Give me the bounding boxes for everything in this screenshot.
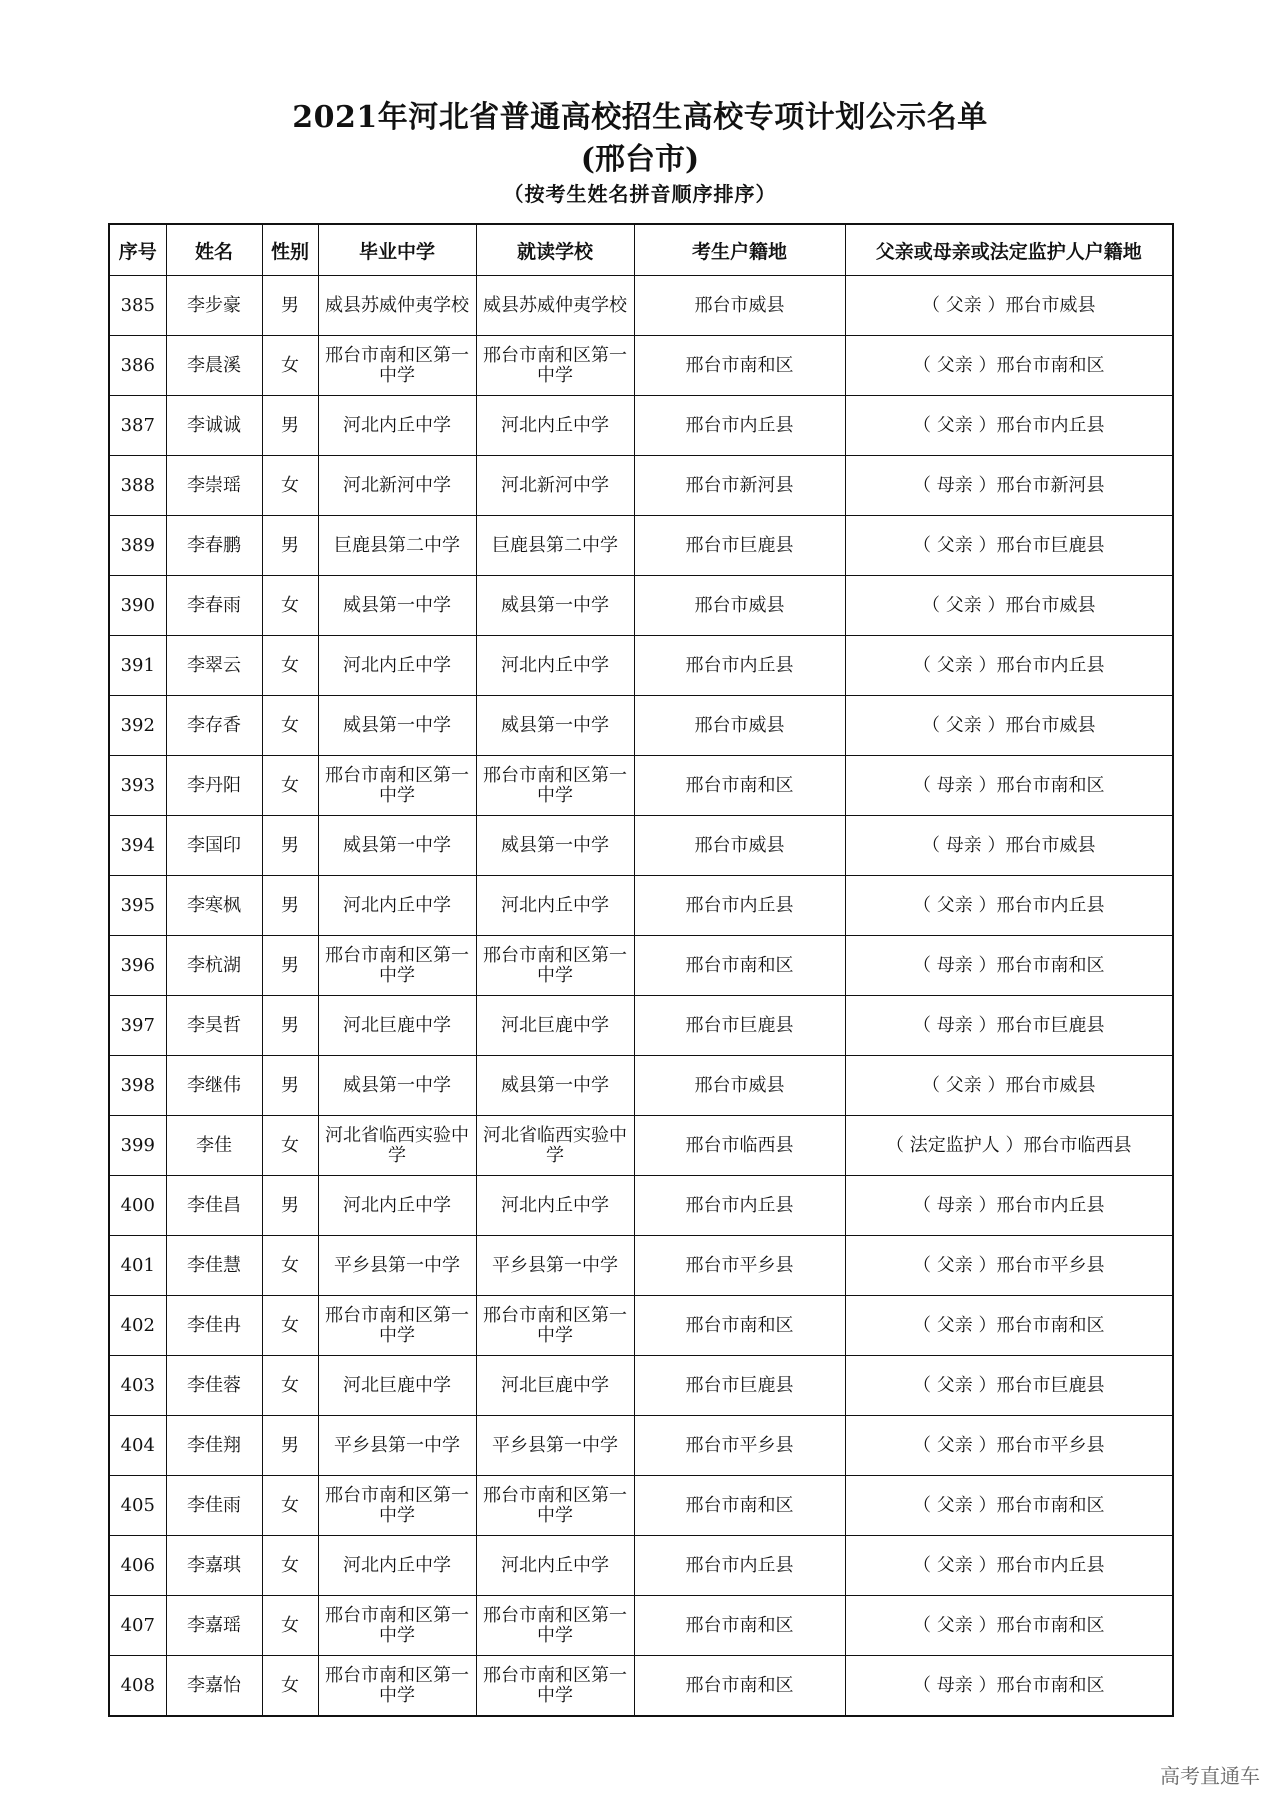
cell-name: 李存香: [166, 696, 262, 756]
cell-hukou: 邢台市巨鹿县: [634, 516, 845, 576]
cell-hukou: 邢台市新河县: [634, 456, 845, 516]
cell-graduation-school: 邢台市南和区第一中学: [318, 336, 476, 396]
cell-gender: 女: [262, 456, 318, 516]
cell-graduation-school: 威县第一中学: [318, 696, 476, 756]
page-title: 2021年河北省普通高校招生高校专项计划公示名单: [292, 100, 988, 135]
cell-guardian-hukou: （ 法定监护人 ）邢台市临西县: [845, 1116, 1173, 1176]
cell-name: 李佳翔: [166, 1416, 262, 1476]
cell-graduation-school: 威县苏威仲夷学校: [318, 276, 476, 336]
cell-current-school: 威县第一中学: [476, 1056, 634, 1116]
table-row: [109, 1476, 1173, 1536]
cell-gender: 男: [262, 1176, 318, 1236]
cell-current-school: 河北内丘中学: [476, 1176, 634, 1236]
cell-current-school: 河北内丘中学: [476, 636, 634, 696]
cell-hukou: 邢台市南和区: [634, 936, 845, 996]
table-row: [109, 1356, 1173, 1416]
city-subtitle: (邢台市): [580, 142, 700, 177]
cell-hukou: 邢台市巨鹿县: [634, 1356, 845, 1416]
roster-table: [108, 223, 1174, 1717]
cell-graduation-school: 邢台市南和区第一中学: [318, 1296, 476, 1356]
cell-guardian-hukou: （ 父亲 ）邢台市南和区: [845, 1596, 1173, 1656]
cell-hukou: 邢台市内丘县: [634, 876, 845, 936]
cell-name: 李晨溪: [166, 336, 262, 396]
cell-guardian-hukou: （ 父亲 ）邢台市巨鹿县: [845, 516, 1173, 576]
cell-gender: 男: [262, 816, 318, 876]
cell-number: 390: [109, 576, 166, 636]
cell-name: 李崇瑶: [166, 456, 262, 516]
cell-hukou: 邢台市临西县: [634, 1116, 845, 1176]
cell-current-school: 平乡县第一中学: [476, 1236, 634, 1296]
col-header-graduation-school: 毕业中学: [318, 224, 476, 276]
cell-hukou: 邢台市南和区: [634, 336, 845, 396]
cell-name: 李嘉瑶: [166, 1596, 262, 1656]
cell-name: 李丹阳: [166, 756, 262, 816]
cell-guardian-hukou: （ 父亲 ）邢台市南和区: [845, 1296, 1173, 1356]
cell-guardian-hukou: （ 母亲 ）邢台市南和区: [845, 756, 1173, 816]
cell-number: 395: [109, 876, 166, 936]
cell-gender: 男: [262, 1056, 318, 1116]
cell-hukou: 邢台市平乡县: [634, 1236, 845, 1296]
cell-number: 405: [109, 1476, 166, 1536]
cell-graduation-school: 巨鹿县第二中学: [318, 516, 476, 576]
cell-hukou: 邢台市内丘县: [634, 636, 845, 696]
cell-graduation-school: 河北省临西实验中学: [318, 1116, 476, 1176]
table-row: [109, 756, 1173, 816]
cell-hukou: 邢台市巨鹿县: [634, 996, 845, 1056]
table-row: [109, 1416, 1173, 1476]
cell-number: 388: [109, 456, 166, 516]
cell-number: 386: [109, 336, 166, 396]
table-row: [109, 1296, 1173, 1356]
cell-guardian-hukou: （ 父亲 ）邢台市内丘县: [845, 636, 1173, 696]
cell-hukou: 邢台市南和区: [634, 756, 845, 816]
cell-guardian-hukou: （ 父亲 ）邢台市南和区: [845, 336, 1173, 396]
cell-graduation-school: 河北巨鹿中学: [318, 996, 476, 1056]
table-row: [109, 1236, 1173, 1296]
cell-graduation-school: 河北巨鹿中学: [318, 1356, 476, 1416]
cell-graduation-school: 河北内丘中学: [318, 1176, 476, 1236]
cell-guardian-hukou: （ 母亲 ）邢台市内丘县: [845, 1176, 1173, 1236]
cell-current-school: 河北巨鹿中学: [476, 996, 634, 1056]
cell-guardian-hukou: （ 父亲 ）邢台市威县: [845, 576, 1173, 636]
cell-gender: 男: [262, 516, 318, 576]
table-header: [109, 224, 1173, 276]
cell-current-school: 河北省临西实验中学: [476, 1116, 634, 1176]
cell-graduation-school: 河北新河中学: [318, 456, 476, 516]
cell-graduation-school: 威县第一中学: [318, 1056, 476, 1116]
cell-name: 李继伟: [166, 1056, 262, 1116]
cell-gender: 女: [262, 1536, 318, 1596]
cell-current-school: 河北巨鹿中学: [476, 1356, 634, 1416]
cell-guardian-hukou: （ 父亲 ）邢台市平乡县: [845, 1236, 1173, 1296]
cell-guardian-hukou: （ 父亲 ）邢台市威县: [845, 276, 1173, 336]
cell-hukou: 邢台市威县: [634, 576, 845, 636]
table-row: [109, 1656, 1173, 1717]
table-row: [109, 1176, 1173, 1236]
cell-name: 李佳冉: [166, 1296, 262, 1356]
cell-hukou: 邢台市威县: [634, 696, 845, 756]
cell-gender: 男: [262, 876, 318, 936]
cell-number: 408: [109, 1656, 166, 1717]
cell-guardian-hukou: （ 母亲 ）邢台市新河县: [845, 456, 1173, 516]
cell-name: 李佳雨: [166, 1476, 262, 1536]
table-row: [109, 816, 1173, 876]
cell-hukou: 邢台市南和区: [634, 1656, 845, 1717]
cell-guardian-hukou: （ 父亲 ）邢台市威县: [845, 696, 1173, 756]
cell-current-school: 威县第一中学: [476, 696, 634, 756]
table-row: [109, 516, 1173, 576]
cell-gender: 男: [262, 936, 318, 996]
cell-gender: 女: [262, 1116, 318, 1176]
cell-number: 392: [109, 696, 166, 756]
cell-graduation-school: 邢台市南和区第一中学: [318, 1476, 476, 1536]
cell-name: 李国印: [166, 816, 262, 876]
col-header-current-school: 就读学校: [476, 224, 634, 276]
table-row: [109, 1596, 1173, 1656]
cell-hukou: 邢台市南和区: [634, 1296, 845, 1356]
cell-guardian-hukou: （ 母亲 ）邢台市巨鹿县: [845, 996, 1173, 1056]
cell-name: 李佳蓉: [166, 1356, 262, 1416]
cell-hukou: 邢台市内丘县: [634, 396, 845, 456]
cell-number: 396: [109, 936, 166, 996]
table-row: [109, 876, 1173, 936]
table-row: [109, 996, 1173, 1056]
cell-name: 李佳慧: [166, 1236, 262, 1296]
cell-gender: 女: [262, 1656, 318, 1717]
col-header-number: 序号: [109, 224, 166, 276]
cell-current-school: 河北新河中学: [476, 456, 634, 516]
cell-number: 387: [109, 396, 166, 456]
cell-graduation-school: 邢台市南和区第一中学: [318, 756, 476, 816]
cell-hukou: 邢台市平乡县: [634, 1416, 845, 1476]
cell-graduation-school: 河北内丘中学: [318, 1536, 476, 1596]
cell-number: 385: [109, 276, 166, 336]
cell-name: 李嘉琪: [166, 1536, 262, 1596]
cell-guardian-hukou: （ 父亲 ）邢台市内丘县: [845, 1536, 1173, 1596]
cell-number: 389: [109, 516, 166, 576]
cell-gender: 女: [262, 636, 318, 696]
table-row: [109, 276, 1173, 336]
cell-current-school: 平乡县第一中学: [476, 1416, 634, 1476]
cell-gender: 男: [262, 276, 318, 336]
cell-hukou: 邢台市威县: [634, 816, 845, 876]
cell-graduation-school: 威县第一中学: [318, 816, 476, 876]
cell-current-school: 河北内丘中学: [476, 876, 634, 936]
cell-current-school: 巨鹿县第二中学: [476, 516, 634, 576]
cell-name: 李昊哲: [166, 996, 262, 1056]
cell-current-school: 威县苏威仲夷学校: [476, 276, 634, 336]
cell-gender: 女: [262, 336, 318, 396]
table-row: [109, 456, 1173, 516]
cell-gender: 女: [262, 1476, 318, 1536]
cell-graduation-school: 邢台市南和区第一中学: [318, 1656, 476, 1717]
cell-current-school: 邢台市南和区第一中学: [476, 336, 634, 396]
table-body: [109, 276, 1173, 1717]
cell-guardian-hukou: （ 父亲 ）邢台市内丘县: [845, 396, 1173, 456]
cell-gender: 男: [262, 396, 318, 456]
table-row: [109, 336, 1173, 396]
col-header-name: 姓名: [166, 224, 262, 276]
cell-name: 李佳昌: [166, 1176, 262, 1236]
cell-current-school: 河北内丘中学: [476, 396, 634, 456]
cell-graduation-school: 河北内丘中学: [318, 876, 476, 936]
cell-gender: 女: [262, 696, 318, 756]
cell-current-school: 威县第一中学: [476, 576, 634, 636]
cell-name: 李嘉怡: [166, 1656, 262, 1717]
cell-number: 407: [109, 1596, 166, 1656]
cell-number: 404: [109, 1416, 166, 1476]
cell-graduation-school: 平乡县第一中学: [318, 1416, 476, 1476]
cell-number: 401: [109, 1236, 166, 1296]
cell-current-school: 邢台市南和区第一中学: [476, 1596, 634, 1656]
cell-current-school: 河北内丘中学: [476, 1536, 634, 1596]
cell-guardian-hukou: （ 母亲 ）邢台市威县: [845, 816, 1173, 876]
cell-graduation-school: 威县第一中学: [318, 576, 476, 636]
header-row: [109, 224, 1173, 276]
col-header-hukou: 考生户籍地: [634, 224, 845, 276]
cell-number: 403: [109, 1356, 166, 1416]
cell-name: 李春雨: [166, 576, 262, 636]
cell-name: 李杭湖: [166, 936, 262, 996]
cell-name: 李步豪: [166, 276, 262, 336]
cell-guardian-hukou: （ 父亲 ）邢台市内丘县: [845, 876, 1173, 936]
cell-gender: 男: [262, 1416, 318, 1476]
table-row: [109, 936, 1173, 996]
cell-graduation-school: 邢台市南和区第一中学: [318, 1596, 476, 1656]
cell-number: 393: [109, 756, 166, 816]
sort-note: （按考生姓名拼音顺序排序）: [503, 182, 777, 206]
table-row: [109, 396, 1173, 456]
cell-current-school: 邢台市南和区第一中学: [476, 756, 634, 816]
cell-gender: 女: [262, 1236, 318, 1296]
cell-number: 391: [109, 636, 166, 696]
cell-current-school: 邢台市南和区第一中学: [476, 1476, 634, 1536]
cell-hukou: 邢台市威县: [634, 1056, 845, 1116]
cell-gender: 男: [262, 996, 318, 1056]
table-row: [109, 1056, 1173, 1116]
cell-graduation-school: 河北内丘中学: [318, 396, 476, 456]
cell-hukou: 邢台市南和区: [634, 1476, 845, 1536]
table-row: [109, 576, 1173, 636]
cell-hukou: 邢台市南和区: [634, 1596, 845, 1656]
cell-guardian-hukou: （ 母亲 ）邢台市南和区: [845, 936, 1173, 996]
table-row: [109, 696, 1173, 756]
cell-current-school: 邢台市南和区第一中学: [476, 1656, 634, 1717]
cell-number: 402: [109, 1296, 166, 1356]
cell-name: 李诚诚: [166, 396, 262, 456]
cell-gender: 女: [262, 576, 318, 636]
cell-name: 李春鹏: [166, 516, 262, 576]
cell-current-school: 邢台市南和区第一中学: [476, 936, 634, 996]
cell-guardian-hukou: （ 父亲 ）邢台市巨鹿县: [845, 1356, 1173, 1416]
col-header-guardian-hukou: 父亲或母亲或法定监护人户籍地: [845, 224, 1173, 276]
cell-name: 李佳: [166, 1116, 262, 1176]
cell-guardian-hukou: （ 母亲 ）邢台市南和区: [845, 1656, 1173, 1717]
cell-number: 400: [109, 1176, 166, 1236]
table-row: [109, 1536, 1173, 1596]
cell-current-school: 邢台市南和区第一中学: [476, 1296, 634, 1356]
table-row: [109, 1116, 1173, 1176]
cell-number: 398: [109, 1056, 166, 1116]
cell-graduation-school: 河北内丘中学: [318, 636, 476, 696]
cell-current-school: 威县第一中学: [476, 816, 634, 876]
watermark-text: 高考直通车: [1160, 1764, 1260, 1788]
cell-gender: 女: [262, 1356, 318, 1416]
col-header-gender: 性别: [262, 224, 318, 276]
cell-guardian-hukou: （ 父亲 ）邢台市平乡县: [845, 1416, 1173, 1476]
cell-hukou: 邢台市威县: [634, 276, 845, 336]
table-row: [109, 636, 1173, 696]
cell-gender: 女: [262, 756, 318, 816]
cell-hukou: 邢台市内丘县: [634, 1536, 845, 1596]
cell-number: 394: [109, 816, 166, 876]
cell-hukou: 邢台市内丘县: [634, 1176, 845, 1236]
cell-name: 李翠云: [166, 636, 262, 696]
cell-guardian-hukou: （ 父亲 ）邢台市威县: [845, 1056, 1173, 1116]
cell-gender: 女: [262, 1296, 318, 1356]
cell-guardian-hukou: （ 父亲 ）邢台市南和区: [845, 1476, 1173, 1536]
cell-number: 399: [109, 1116, 166, 1176]
cell-gender: 女: [262, 1596, 318, 1656]
cell-graduation-school: 邢台市南和区第一中学: [318, 936, 476, 996]
cell-graduation-school: 平乡县第一中学: [318, 1236, 476, 1296]
cell-name: 李寒枫: [166, 876, 262, 936]
cell-number: 406: [109, 1536, 166, 1596]
cell-number: 397: [109, 996, 166, 1056]
